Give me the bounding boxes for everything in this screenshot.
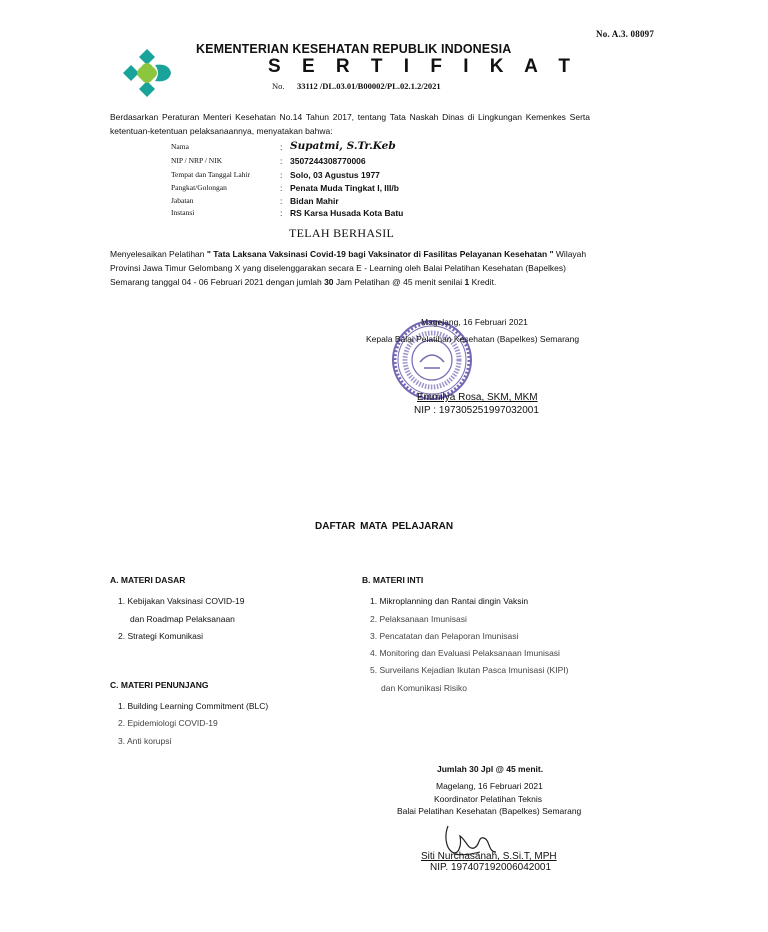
- list-item: 5. Surveilans Kejadian Ikutan Pasca Imunisasi (KIPI): [370, 665, 569, 675]
- total-hours: Jumlah 30 Jpl @ 45 menit.: [437, 764, 544, 774]
- field-value-position: Bidan Mahir: [290, 196, 339, 206]
- training-credits: 1: [464, 277, 470, 287]
- certificate-title: S E R T I F I K A T: [268, 56, 578, 77]
- section-materi-penunjang: C. MATERI PENUNJANG: [110, 680, 209, 690]
- field-label: NIP / NRP / NIK: [171, 156, 223, 165]
- success-heading: TELAH BERHASIL: [289, 226, 395, 240]
- field-label: Pangkat/Golongan: [171, 183, 227, 192]
- list-item: dan Roadmap Pelaksanaan: [130, 614, 235, 624]
- section-materi-inti: B. MATERI INTI: [362, 575, 424, 585]
- signature1-place-date: Magelang, 16 Februari 2021: [421, 317, 528, 327]
- kemenkes-logo-icon: [121, 47, 173, 99]
- field-label: Tempat dan Tanggal Lahir: [171, 170, 250, 179]
- official-stamp-icon: [390, 318, 474, 402]
- doc-number: 33112 /DL.03.01/B00002/PL.02.1.2/2021: [297, 81, 441, 91]
- signature1-nip: NIP : 197305251997032001: [414, 405, 539, 416]
- certificate-number: No. A.3. 08097: [596, 29, 655, 39]
- list-item: 2. Epidemiologi COVID-19: [118, 718, 218, 728]
- signature1-name: Emmilya Rosa, SKM, MKM: [417, 392, 538, 403]
- list-item: dan Komunikasi Risiko: [381, 683, 467, 693]
- field-value-institution: RS Karsa Husada Kota Batu: [290, 208, 404, 218]
- completion-paragraph: Menyelesaikan Pelatihan " Tata Laksana Vaksinasi Covid-19 bagi Vaksinator di Fasilitas Pelayanan Kesehatan " Wilayah Provinsi Jawa Timur Gelombang X yang diselenggarakan secara E - Learning oleh Balai Pelatihan Kesehatan (Bapelkes) Semarang tanggal 04 - 06 Februari 2021 dengan jumlah 30 Jam Pelatihan @ 45 menit senilai 1 Kredit.: [110, 249, 587, 287]
- field-value-birth: Solo, 03 Agustus 1977: [290, 170, 380, 180]
- list-item: 1. Building Learning Commitment (BLC): [118, 701, 269, 711]
- section-materi-dasar: A. MATERI DASAR: [110, 575, 186, 585]
- curriculum-title: DAFTAR MATA PELAJARAN: [315, 521, 454, 532]
- list-item: 3. Pencatatan dan Pelaporan Imunisasi: [370, 631, 519, 641]
- signature2-role: Koordinator Pelatihan Teknis: [434, 794, 543, 804]
- training-name: " Tata Laksana Vaksinasi Covid-19 bagi Vaksinator di Fasilitas Pelayanan Kesehatan ": [206, 249, 554, 259]
- ministry-name: KEMENTERIAN KESEHATAN REPUBLIK INDONESIA: [196, 42, 512, 56]
- signature2-name: Siti Nurchasanah, S.Si.T, MPH: [421, 851, 557, 862]
- signature2-place-date: Magelang, 16 Februari 2021: [436, 781, 543, 791]
- list-item: 1. Mikroplanning dan Rantai dingin Vaksin: [370, 596, 529, 606]
- list-item: 1. Kebijakan Vaksinasi COVID-19: [118, 596, 245, 606]
- field-value-rank: Penata Muda Tingkat I, III/b: [290, 183, 399, 193]
- intro-paragraph: Berdasarkan Peraturan Menteri Kesehatan No.14 Tahun 2017, tentang Tata Naskah Dinas di Lingkungan Kemenkes Serta ketentuan-ketentuan pelaksanaannya, menyatakan bahwa:: [110, 112, 590, 136]
- list-item: 4. Monitoring dan Evaluasi Pelaksanaan Imunisasi: [370, 648, 560, 658]
- field-value-nip: 3507244308770006: [290, 156, 366, 166]
- list-item: 2. Pelaksanaan Imunisasi: [370, 614, 467, 624]
- doc-number-label: No.: [272, 81, 285, 91]
- list-item: 3. Anti korupsi: [118, 736, 172, 746]
- field-label: Nama: [171, 142, 189, 151]
- signature2-institution: Balai Pelatihan Kesehatan (Bapelkes) Semarang: [397, 806, 582, 816]
- list-item: 2. Strategi Komunikasi: [118, 631, 204, 641]
- field-label: Instansi: [171, 208, 195, 217]
- training-hours: 30: [324, 277, 334, 287]
- field-value-nama: Supatmi, S.Tr.Keb: [290, 140, 396, 152]
- field-label: Jabatan: [171, 196, 194, 205]
- signature2-nip: NIP. 197407192006042001: [430, 862, 552, 873]
- signature1-title: Kepala Balai Pelatihan Kesehatan (Bapelkes) Semarang: [366, 334, 580, 344]
